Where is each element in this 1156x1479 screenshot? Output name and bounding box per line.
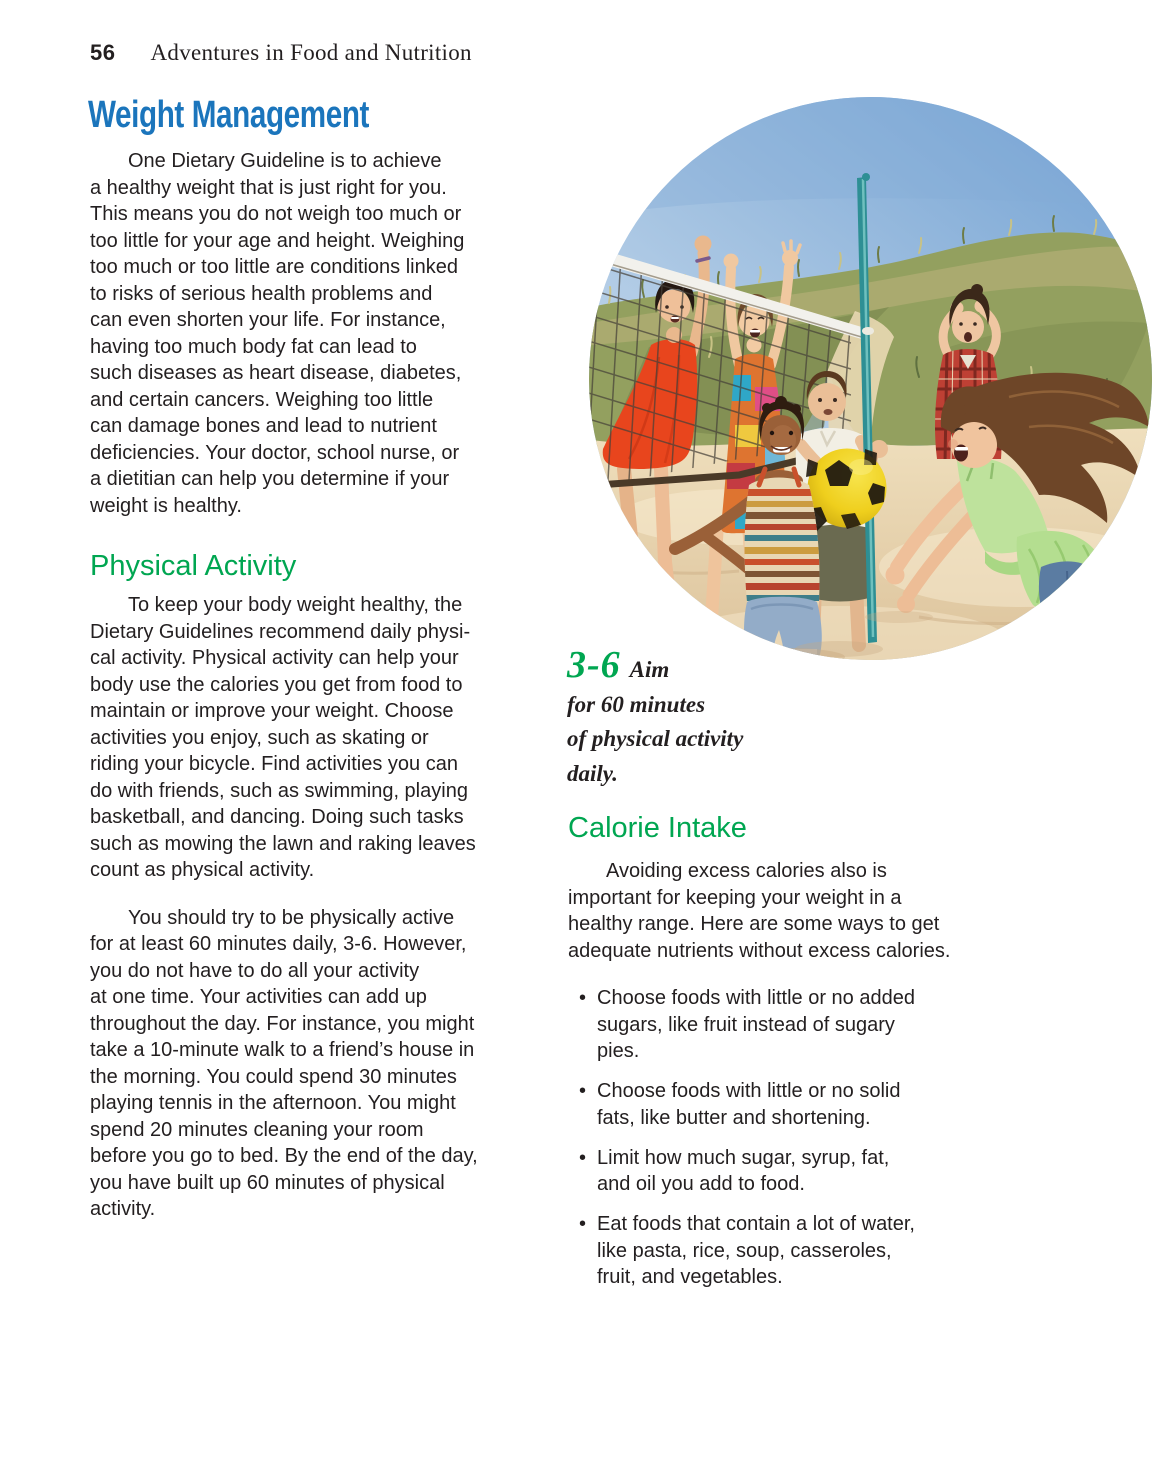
figure-caption-line: of physical activity xyxy=(567,726,744,751)
list-item-text: Limit how much sugar, syrup, fat, and oil you add to food. xyxy=(597,1146,890,1195)
bullet-icon: • xyxy=(579,1213,587,1235)
physical-activity-paragraph-1: To keep your body weight healthy, the Dietary Guidelines recommend daily physi- cal activity. Physical activity can help your body use the calories you get from food to maintain or improve your weight. Choose activities you enjoy, such as skating or riding your bicycle. Find activities you can do with friends, such as swimming, playing basketball, and dancing. Doing such tasks such as mowing the lawn and raking leaves count as physical activity. xyxy=(90,594,476,881)
page-number: 56 xyxy=(90,40,116,65)
bullet-icon: • xyxy=(579,1080,587,1102)
right-column xyxy=(568,812,1098,1304)
figure-caption-line: daily. xyxy=(567,760,618,786)
list-item xyxy=(568,1211,1098,1291)
running-head xyxy=(90,40,472,66)
figure-caption-text: Aim xyxy=(629,657,670,682)
list-item xyxy=(568,1145,1098,1198)
book-title: Adventures in Food and Nutrition xyxy=(150,40,472,65)
physical-activity-paragraph-2: You should try to be physically active for at least 60 minutes daily, 3-6. However, you do not have to do all your activity at one time. Your activities can add up throughout the day. For instance, you might take a 10-minute walk to a friend’s house in the morning. You could spend 30 minutes playing tennis in the afternoon. You might spend 20 minutes cleaning your room before you go to bed. By the end of the day, you have built up 60 minutes of physical activity. xyxy=(90,906,478,1220)
list-item-text: Eat foods that contain a lot of water, like pasta, rice, soup, casseroles, fruit, and vegetables. xyxy=(597,1213,915,1288)
figure-caption-line xyxy=(567,644,877,688)
figure-number: 3-6 xyxy=(567,644,621,686)
list-item-text: Choose foods with little or no added sugars, like fruit instead of sugary pies. xyxy=(597,987,915,1062)
calorie-tips-list xyxy=(568,985,1098,1291)
beach-volleyball-photo xyxy=(589,97,1152,660)
list-item xyxy=(568,985,1098,1065)
beach-volleyball-illustration xyxy=(589,97,1152,660)
list-item xyxy=(568,1078,1098,1131)
figure-3-6 xyxy=(567,97,1152,786)
bullet-icon: • xyxy=(579,1146,587,1169)
section-heading-calorie-intake: Calorie Intake xyxy=(568,812,747,844)
page-title: Weight Management xyxy=(88,94,370,136)
section-heading-physical-activity: Physical Activity xyxy=(90,550,297,582)
calorie-intake-paragraph: Avoiding excess calories also is important for keeping your weight in a healthy range. Here are some ways to get adequate nutrients without excess calories. xyxy=(568,860,951,962)
figure-caption-line: for 60 minutes xyxy=(567,691,706,717)
left-column xyxy=(90,148,562,1223)
figure-caption xyxy=(567,644,877,791)
bullet-icon: • xyxy=(579,987,587,1009)
list-item-text: Choose foods with little or no solid fats, like butter and shortening. xyxy=(597,1080,901,1129)
intro-paragraph: One Dietary Guideline is to achieve a healthy weight that is just right for you. This means you do not weigh too much or too little for your age and height. Weighing too much or too little are conditions linked to risks of serious health problems and can even shorten your life. For instance, having too much body fat can lead to such diseases as heart disease, diabetes, and certain cancers. Weighing too little can damage bones and lead to nutrient deficiencies. Your doctor, school nurse, or a dietitian can help you determine if your weight is healthy. xyxy=(90,150,465,517)
